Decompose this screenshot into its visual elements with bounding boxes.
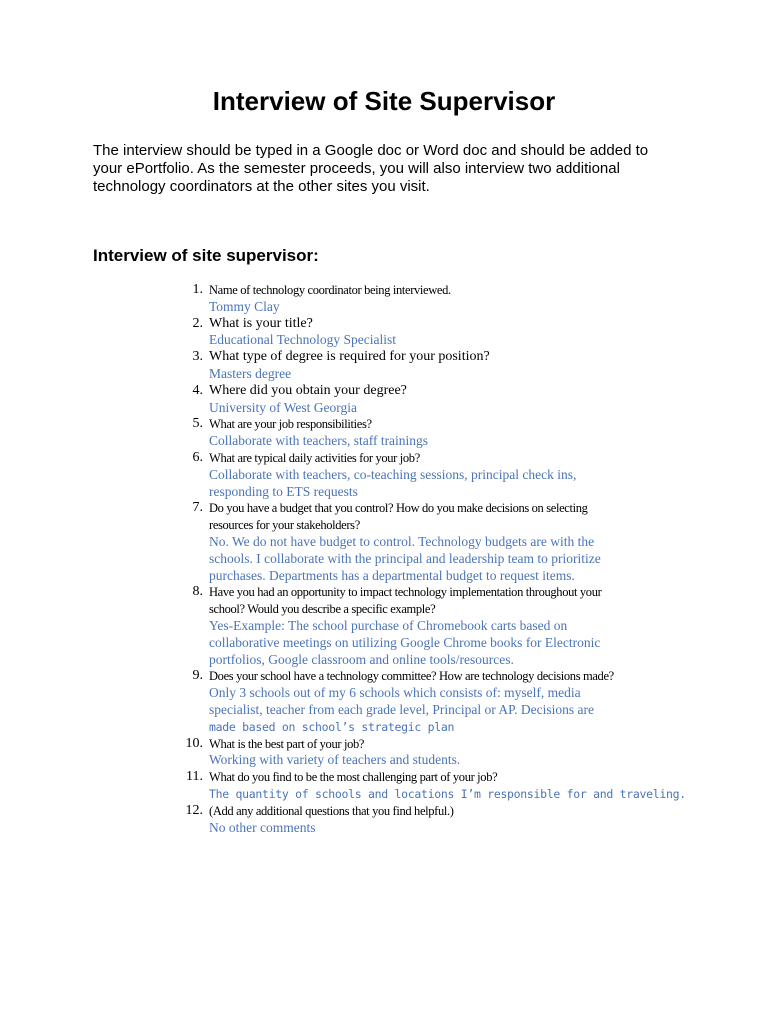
question-text: What type of degree is required for your position? [209,349,490,365]
intro-line: your ePortfolio. As the semester proceeds, you will also interview two additional [93,160,620,177]
answer-text: No. We do not have budget to control. Technology budgets are with the [209,533,595,549]
question-item [0,584,768,668]
question-text: What do you find to be the most challenging part of your job? [209,770,498,785]
question-item [0,416,768,450]
question-number: 12. [185,802,203,818]
question-text: Where did you obtain your degree? [209,382,407,398]
question-item [0,803,768,837]
question-text: What are typical daily activities for your job? [209,450,420,465]
question-text: What are your job responsibilities? [209,417,372,432]
answer-text: Only 3 schools out of my 6 schools which consists of: myself, media [209,685,581,701]
answer-text: schools. I collaborate with the principal and leadership team to prioritize [209,550,601,566]
question-item [0,383,768,417]
question-number: 1. [192,282,203,297]
answer-text: The quantity of schools and locations I’m responsible for and traveling. [209,786,686,801]
question-text: (Add any additional questions that you find helpful.) [209,803,454,818]
question-item [0,316,768,350]
question-number: 8. [192,584,203,600]
answer-text: Collaborate with teachers, staff trainings [209,433,429,449]
question-number: 4. [192,382,203,398]
question-item [0,450,768,500]
answer-text: Tommy Clay [209,298,280,314]
answer-text: Yes-Example: The school purchase of Chromebook carts based on [209,617,568,633]
answer-text: Educational Technology Specialist [209,332,397,348]
question-text: Have you had an opportunity to impact technology implementation throughout your [209,585,602,600]
question-number: 11. [186,769,203,785]
question-text: resources for your stakeholders? [209,518,360,533]
answer-text: Working with variety of teachers and students. [209,752,461,768]
intro-line: technology coordinators at the other sites you visit. [93,178,430,195]
answer-text: collaborative meetings on utilizing Google Chrome books for Electronic [209,634,601,650]
question-text: Name of technology coordinator being interviewed. [209,283,451,297]
question-list [0,282,768,836]
answer-text: Collaborate with teachers, co-teaching sessions, principal check ins, [209,466,577,482]
answer-text: No other comments [209,819,316,835]
question-text: school? Would you describe a specific example? [209,602,436,617]
question-number: 9. [192,668,203,684]
question-number: 7. [192,500,203,516]
question-number: 2. [192,315,203,331]
answer-text: Masters degree [209,365,292,381]
answer-text: responding to ETS requests [209,483,358,499]
question-item [0,349,768,383]
question-item [0,282,768,316]
question-text: What is the best part of your job? [209,736,365,751]
question-item [0,500,768,584]
question-item [0,736,768,770]
question-text: Does your school have a technology committee? How are technology decisions made? [209,669,614,684]
question-number: 3. [192,349,203,365]
question-text: Do you have a budget that you control? How do you make decisions on selecting [209,501,588,516]
answer-text: purchases. Departments has a departmental budget to request items. [209,567,575,583]
answer-text: made based on school’s strategic plan [209,719,455,734]
intro-line: The interview should be typed in a Google doc or Word doc and should be added to [93,142,649,159]
question-number: 6. [192,449,203,465]
section-heading: Interview of site supervisor: [93,246,319,265]
question-number: 10. [185,735,203,751]
answer-text: specialist, teacher from each grade level, Principal or AP. Decisions are [209,701,594,717]
question-number: 5. [192,416,203,432]
document-title: Interview of Site Supervisor [212,86,556,116]
answer-text: University of West Georgia [209,399,358,415]
question-item [0,668,768,735]
question-text: What is your title? [209,315,313,331]
intro-paragraph [93,142,693,196]
question-item [0,769,768,803]
answer-text: portfolios, Google classroom and online tools/resources. [209,651,514,667]
